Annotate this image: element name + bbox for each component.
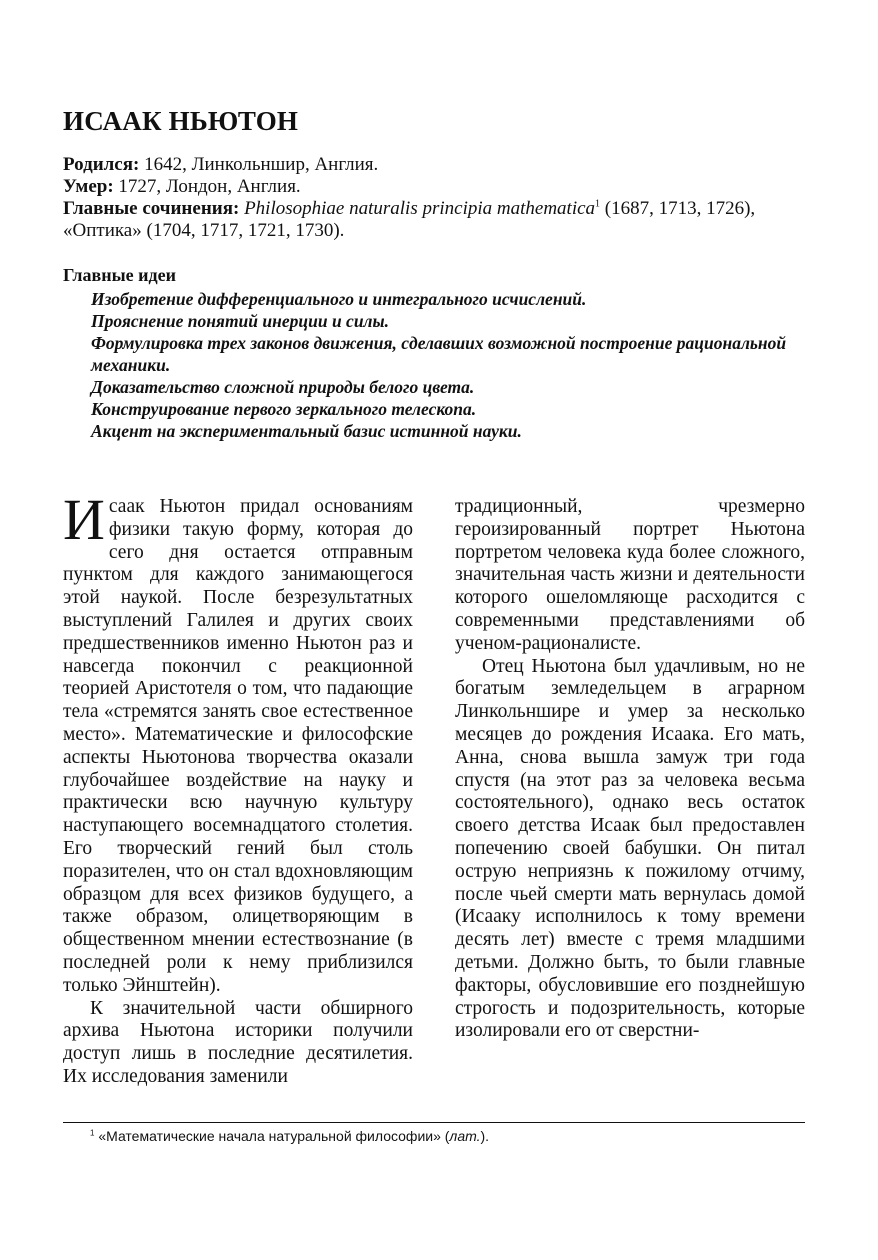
idea-item: Формулировка трех законов движения, сделавших возможной построение рациональной механики. <box>91 333 787 375</box>
born-value: 1642, Линкольншир, Англия. <box>139 154 379 175</box>
paragraph-1-text: саак Ньютон придал основаниям физики такую форму, которая до сего дня остается отправным пунктом для каждого занимающегося этой наукой. После безрезультатных выступлений Галилея и других своих предшественников именно Ньютон раз и навсегда покончил с реакционной теорией Аристотеля о том, что падающие тела «стремятся занять свое естественное место». Математические и философские аспекты Ньютонова творчества оказали глубочайшее воздействие на науку и практически всю научную культуру наступающего восемнадцатого столетия. Его творческий гений был столь поразителен, что он стал вдохновляющим образцом для всех физиков будущего, а также образом, олицетворяющим в общественном мнении естествознание (в последней роли к нему приблизился только Эйнштейн). <box>63 496 413 996</box>
works-label: Главные сочинения: <box>63 198 240 219</box>
footnote-end: ). <box>480 1128 490 1144</box>
paragraph-2-continued: традиционный, чрезмерно героизированный портрет Ньютона портретом человека куда более сложного, значительная часть жизни и деятельности которого ошеломляюще расходится с современными представлениями об ученом-рационалисте. <box>455 496 805 654</box>
idea-item: Акцент на экспериментальный базис истинной науки. <box>91 421 522 441</box>
idea-item: Изобретение дифференциального и интегрального исчислений. <box>91 289 587 309</box>
paragraph-1 <box>63 487 413 998</box>
died-line <box>63 176 813 198</box>
drop-cap: И <box>63 487 105 552</box>
died-value: 1727, Лондон, Англия. <box>113 176 301 197</box>
biography-meta <box>63 154 813 242</box>
footnote <box>90 1128 489 1144</box>
body-column-left <box>63 487 413 1089</box>
died-label: Умер: <box>63 176 114 197</box>
body-column-right <box>455 496 805 1043</box>
ideas-list <box>91 288 811 442</box>
footnote-text: «Математические начала натуральной философии» ( <box>94 1128 450 1144</box>
paragraph-2: К значительной части обширного архива Ньютона историки получили доступ лишь в последние десятилетия. Их исследования заменили <box>63 997 413 1087</box>
born-label: Родился: <box>63 154 140 175</box>
works-line <box>63 198 813 242</box>
footnote-mark: 1 <box>90 1128 95 1138</box>
born-line <box>63 154 813 176</box>
footnote-divider <box>63 1122 805 1123</box>
footnote-ref: 1 <box>595 198 601 210</box>
idea-item: Конструирование первого зеркального телескопа. <box>91 399 477 419</box>
footnote-lang: лат. <box>449 1128 481 1144</box>
works-rest: (1687, 1713, 1726), «Оптика» (1704, 1717, 1721, 1730). <box>63 198 756 241</box>
paragraph-3: Отец Ньютона был удачливым, но не богатым земледельцем в аграрном Линкольншире и умер за несколько месяцев до рождения Исаака. Его мать, Анна, снова вышла замуж три года спустя (на этот раз за человека весьма состоятельного), однако весь остаток своего детства Исаак был предоставлен попечению своей бабушки. Он питал острую неприязнь к пожилому отчиму, после чьей смерти мать вернулась домой (Исааку исполнилось к тому времени десять лет) вместе с тремя младшими детьми. Должно быть, то были главные факторы, обусловившие его позднейшую строгость и подозрительность, которые изолировали его от сверстни- <box>455 655 805 1042</box>
works-title: Philosophiae naturalis principia mathematica <box>244 198 596 219</box>
idea-item: Доказательство сложной природы белого цвета. <box>91 377 475 397</box>
page-title: ИСААК НЬЮТОН <box>63 106 299 136</box>
ideas-heading: Главные идеи <box>63 265 176 285</box>
idea-item: Прояснение понятий инерции и силы. <box>91 311 390 331</box>
